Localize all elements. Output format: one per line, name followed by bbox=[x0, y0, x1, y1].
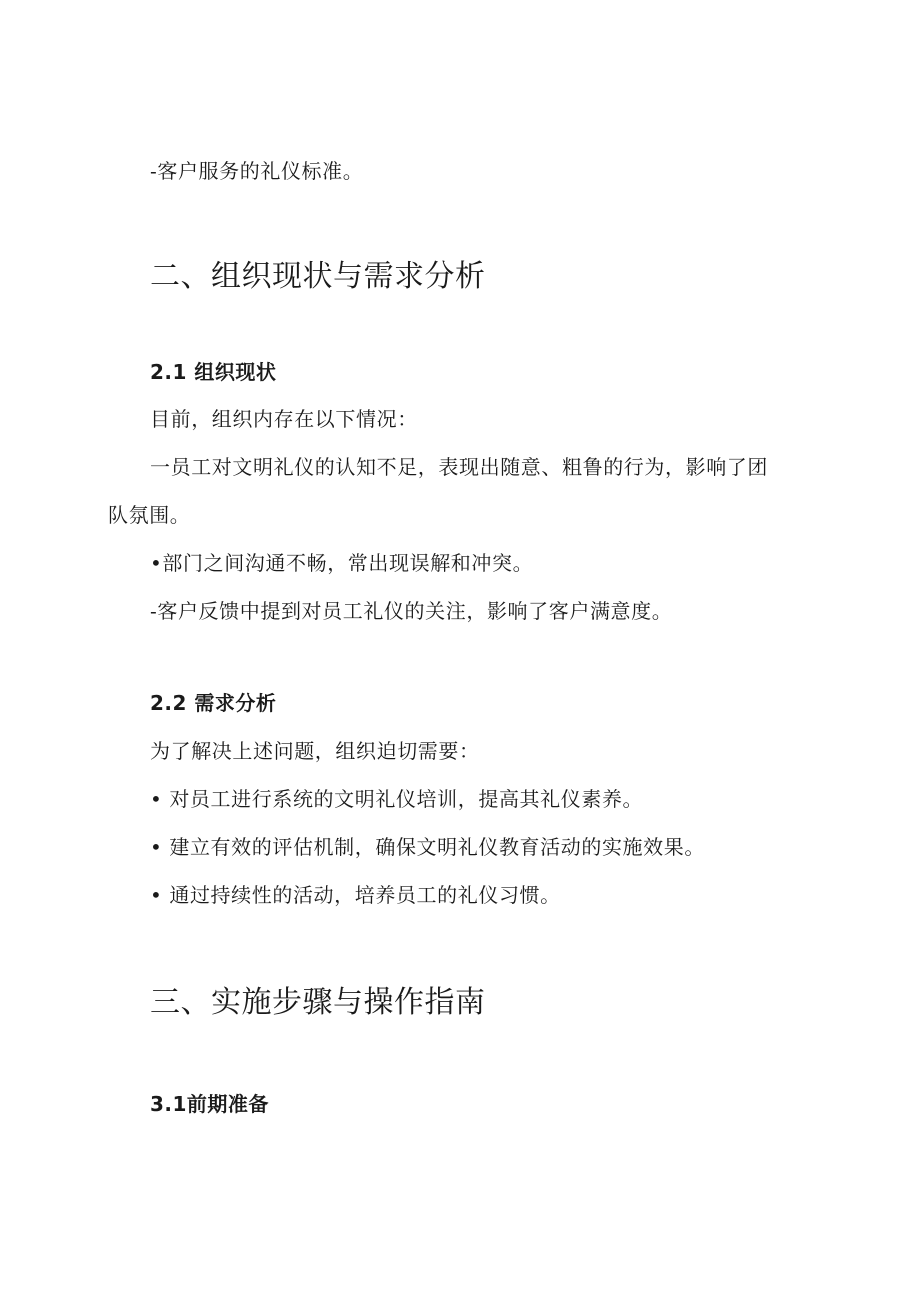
paragraph-intro-status: 目前，组织内存在以下情况： bbox=[150, 407, 418, 431]
list-item-customer-feedback: -客户反馈中提到对员工礼仪的关注，影响了客户满意度。 bbox=[150, 599, 673, 623]
subsection-heading-2-2: 2.2 需求分析 bbox=[150, 691, 277, 715]
list-item-communication: •部门之间沟通不畅，常出现误解和冲突。 bbox=[150, 551, 534, 575]
list-item-customer-service-standard: -客户服务的礼仪标准。 bbox=[150, 159, 364, 183]
paragraph-intro-needs: 为了解决上述问题，组织迫切需要： bbox=[150, 739, 480, 763]
subsection-heading-2-1: 2.1 组织现状 bbox=[150, 360, 277, 384]
list-item-awareness-line1: 一员工对文明礼仪的认知不足，表现出随意、粗鲁的行为，影响了团 bbox=[150, 455, 768, 479]
section-heading-2: 二、组织现状与需求分析 bbox=[150, 259, 486, 294]
list-item-awareness-line2: 队氛围。 bbox=[108, 503, 191, 527]
list-item-training: • 对员工进行系统的文明礼仪培训，提高其礼仪素养。 bbox=[150, 787, 644, 811]
subsection-heading-3-1: 3.1前期准备 bbox=[150, 1092, 269, 1116]
list-item-evaluation: • 建立有效的评估机制，确保文明礼仪教育活动的实施效果。 bbox=[150, 835, 705, 859]
list-item-habits: • 通过持续性的活动，培养员工的礼仪习惯。 bbox=[150, 883, 561, 907]
section-heading-3: 三、实施步骤与操作指南 bbox=[150, 985, 486, 1020]
